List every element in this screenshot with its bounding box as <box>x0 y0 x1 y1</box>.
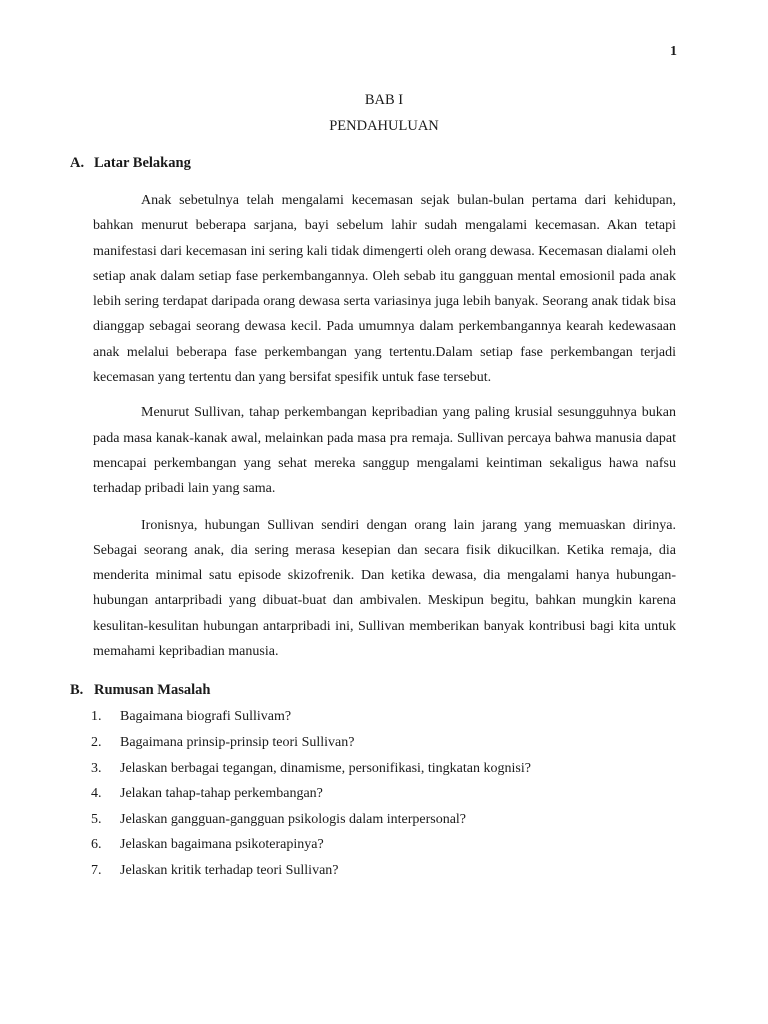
paragraph-1: Anak sebetulnya telah mengalami kecemasan sejak bulan-bulan pertama dari kehidupan, bahkan menurut beberapa sarjana, bayi sebelum lahir sudah mengalami kecemasan. Akan tetapi manifestasi dari kecemasan ini sering kali tidak dimengerti oleh orang dewasa. Kecemasan dialami oleh setiap anak dalam setiap fase perkembangannya. Oleh sebab itu gangguan mental emosionil pada anak lebih sering terdapat daripada orang dewasa serta variasinya juga lebih banyak. Seorang anak tidak bisa dianggap sebagai seorang dewasa kecil. Pada umumnya dalam perkembangannya kearah kedewasaan anak melalui beberapa fase perkembangan yang tertentu.Dalam setiap fase perkembangan terjadi kecemasan yang tertentu dan yang bersifat spesifik untuk fase tersebut. <box>93 193 676 386</box>
document-body <box>70 150 676 884</box>
list-item-number: 7. <box>91 862 102 878</box>
section-b-title: Rumusan Masalah <box>94 682 211 699</box>
list-item-number: 5. <box>91 811 102 827</box>
list-item-number: 3. <box>91 760 102 776</box>
list-item-text: Bagaimana prinsip-prinsip teori Sullivan? <box>120 734 355 750</box>
paragraph-3: Ironisnya, hubungan Sullivan sendiri dengan orang lain jarang yang memuaskan dirinya. Sebagai seorang anak, dia sering merasa kesepian dan secara fisik dikucilkan. Ketika remaja, dia menderita minimal satu episode skizofrenik. Dan ketika dewasa, dia mengalami hanya hubungan-hubungan antarpribadi yang dibuat-buat dan ambivalen. Meskipun begitu, bahkan mungkin karena kesulitan-kesulitan hubungan antarpribadi ini, Sullivan memberikan banyak kontribusi bagi kita untuk memahami kepribadian manusia. <box>93 517 676 660</box>
list-item <box>91 807 676 833</box>
section-a-title: Latar Belakang <box>94 155 191 171</box>
list-item-number: 6. <box>91 837 102 853</box>
list-item <box>91 756 676 782</box>
list-item-text: Jelaskan gangguan-gangguan psikologis dalam interpersonal? <box>120 811 467 827</box>
page-number: 1 <box>670 44 677 59</box>
list-item <box>91 858 676 884</box>
list-item-number: 4. <box>91 786 102 802</box>
list-item <box>91 730 676 756</box>
section-b-letter: B. <box>70 682 84 699</box>
paragraph-2: Menurut Sullivan, tahap perkembangan kepribadian yang paling krusial sesungguhnya bukan pada masa kanak-kanak awal, melainkan pada masa pra remaja. Sullivan percaya bahwa manusia dapat mencapai perkembangan yang sehat mereka sanggup mengalami keintiman sekaligus hawa nafsu terhadap pribadi lain yang sama. <box>93 405 676 497</box>
list-item-text: Jelaskan berbagai tegangan, dinamisme, personifikasi, tingkatan kognisi? <box>120 760 531 776</box>
chapter-label: BAB I <box>364 92 404 108</box>
problem-list <box>70 704 676 883</box>
list-item <box>91 781 676 807</box>
list-item-number: 2. <box>91 734 102 750</box>
list-item-number: 1. <box>91 709 102 725</box>
list-item-text: Jelaskan kritik terhadap teori Sullivan? <box>120 862 339 878</box>
section-b-heading <box>70 677 676 703</box>
chapter-title: PENDAHULUAN <box>329 118 439 134</box>
section-a-heading <box>70 150 676 176</box>
list-item-text: Bagaimana biografi Sullivam? <box>120 709 292 725</box>
list-item-text: Jelakan tahap-tahap perkembangan? <box>120 786 323 802</box>
chapter-heading <box>0 87 768 139</box>
list-item <box>91 704 676 730</box>
section-a-letter: A. <box>70 155 85 171</box>
list-item-text: Jelaskan bagaimana psikoterapinya? <box>120 837 324 853</box>
list-item <box>91 832 676 858</box>
